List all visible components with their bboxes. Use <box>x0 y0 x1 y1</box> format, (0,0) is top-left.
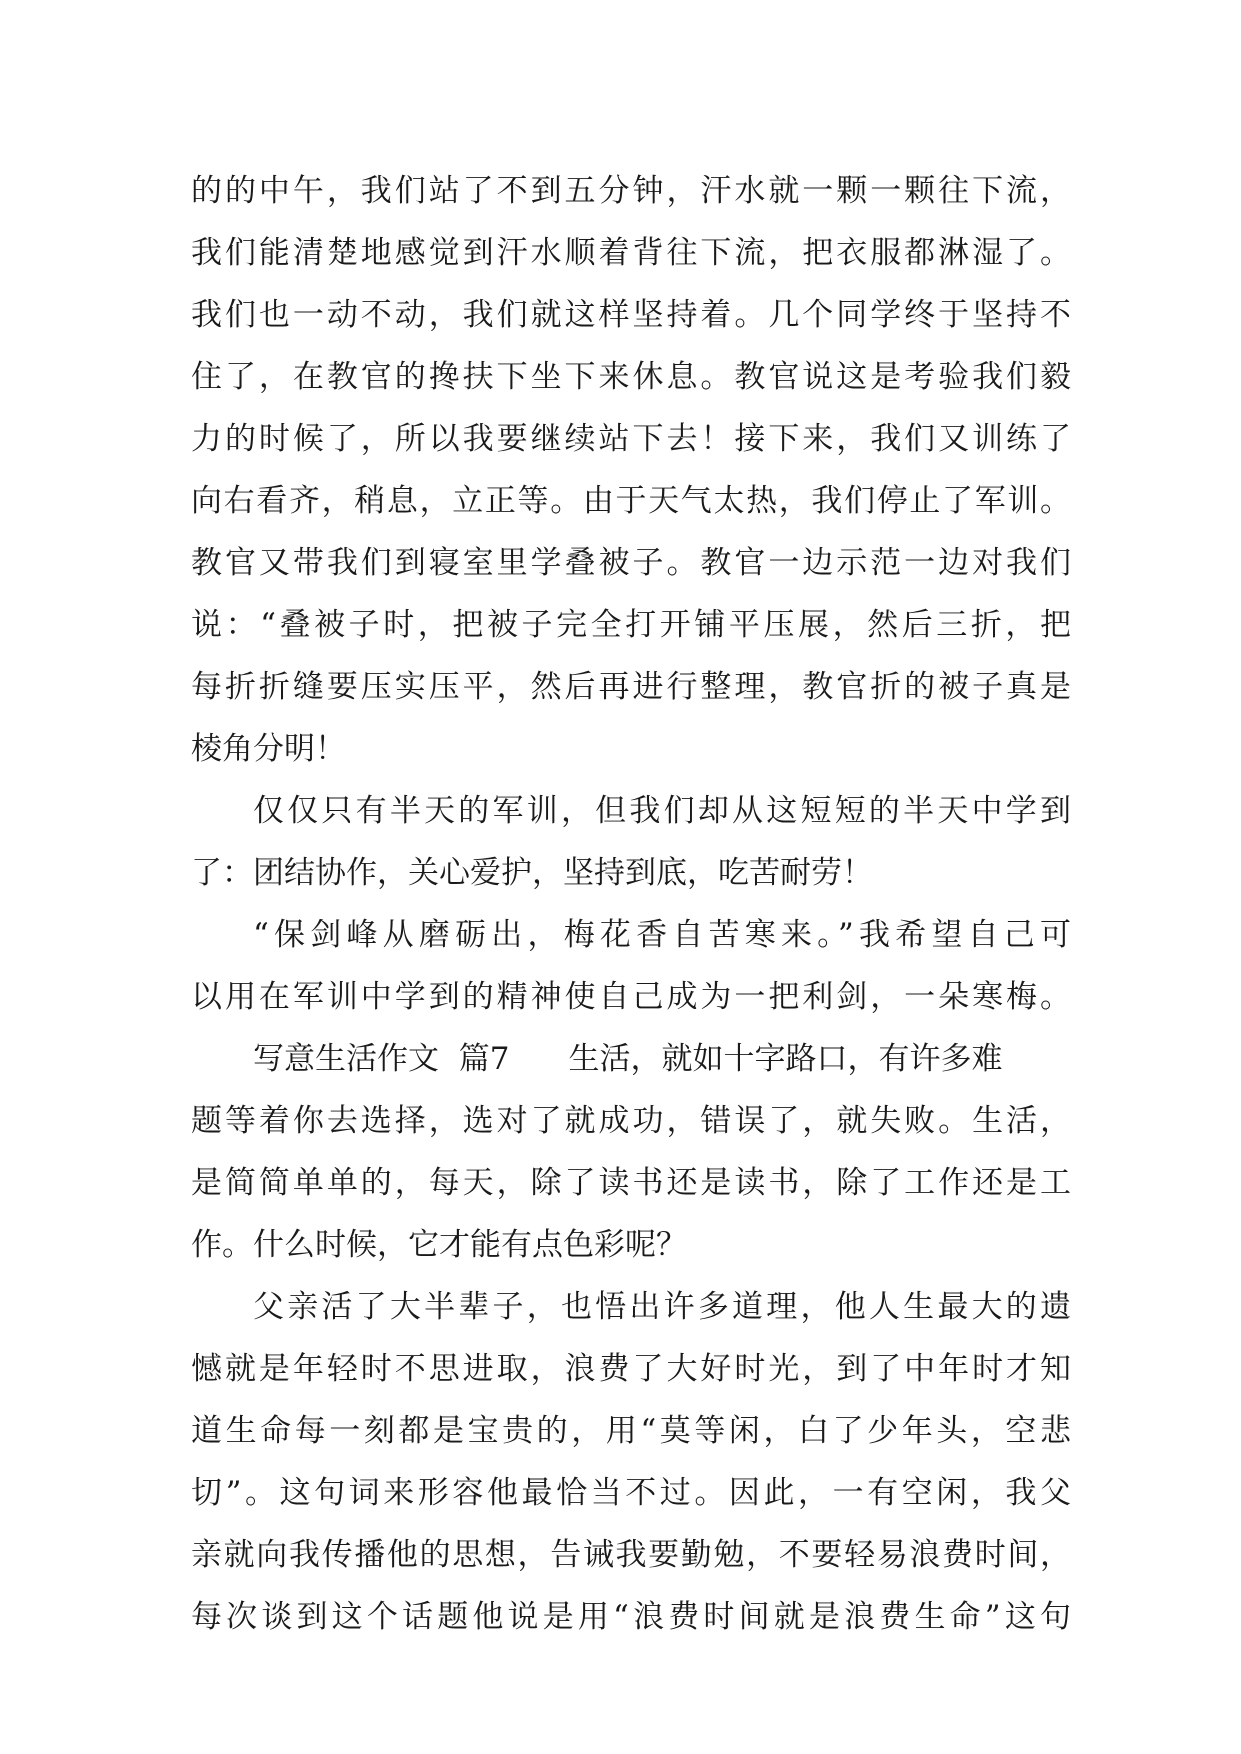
text-line: 向右看齐，稍息，立正等。由于天气太热，我们停止了军训。 <box>191 483 1071 519</box>
text-line: 作。什么时候，它才能有点色彩呢？ <box>191 1227 687 1263</box>
text-line: 是简简单单的，每天，除了读书还是读书，除了工作还是工 <box>191 1165 1071 1201</box>
text-line: 的的中午，我们站了不到五分钟，汗水就一颗一颗往下流， <box>191 173 1071 209</box>
text-line: 每次谈到这个话题他说是用“浪费时间就是浪费生命”这句 <box>191 1599 1071 1635</box>
text-line: 父亲活了大半辈子，也悟出许多道理，他人生最大的遗 <box>253 1289 1071 1325</box>
text-line: 了：团结协作，关心爱护，坚持到底，吃苦耐劳！ <box>191 855 873 891</box>
text-line: 住了，在教官的搀扶下坐下来休息。教官说这是考验我们毅 <box>191 359 1071 395</box>
text-line: 说：“叠被子时，把被子完全打开铺平压展，然后三折，把 <box>191 607 1071 643</box>
section-heading-line: 写意生活作文 篇7 生活，就如十字路口，有许多难 <box>253 1041 1003 1077</box>
text-line: 每折折缝要压实压平，然后再进行整理，教官折的被子真是 <box>191 669 1071 705</box>
text-line: 以用在军训中学到的精神使自己成为一把利剑，一朵寒梅。 <box>191 979 1071 1015</box>
text-line: 题等着你去选择，选对了就成功，错误了，就失败。生活， <box>191 1103 1071 1139</box>
text-line: 我们能清楚地感觉到汗水顺着背往下流，把衣服都淋湿了。 <box>191 235 1071 271</box>
text-line: 力的时候了，所以我要继续站下去！接下来，我们又训练了 <box>191 421 1071 457</box>
text-line: 切”。这句词来形容他最恰当不过。因此，一有空闲，我父 <box>191 1475 1071 1511</box>
text-line: 亲就向我传播他的思想，告诫我要勤勉，不要轻易浪费时间， <box>191 1537 1071 1573</box>
text-line: 道生命每一刻都是宝贵的，用“莫等闲，白了少年头，空悲 <box>191 1413 1071 1449</box>
text-line: 棱角分明！ <box>191 731 346 767</box>
text-line: 憾就是年轻时不思进取，浪费了大好时光，到了中年时才知 <box>191 1351 1071 1387</box>
body-text <box>191 160 1071 1648</box>
text-line: 我们也一动不动，我们就这样坚持着。几个同学终于坚持不 <box>191 297 1071 333</box>
text-line: 仅仅只有半天的军训，但我们却从这短短的半天中学到 <box>253 793 1071 829</box>
text-line: 教官又带我们到寝室里学叠被子。教官一边示范一边对我们 <box>191 545 1071 581</box>
text-line: “保剑峰从磨砺出，梅花香自苦寒来。”我希望自己可 <box>253 917 1071 953</box>
